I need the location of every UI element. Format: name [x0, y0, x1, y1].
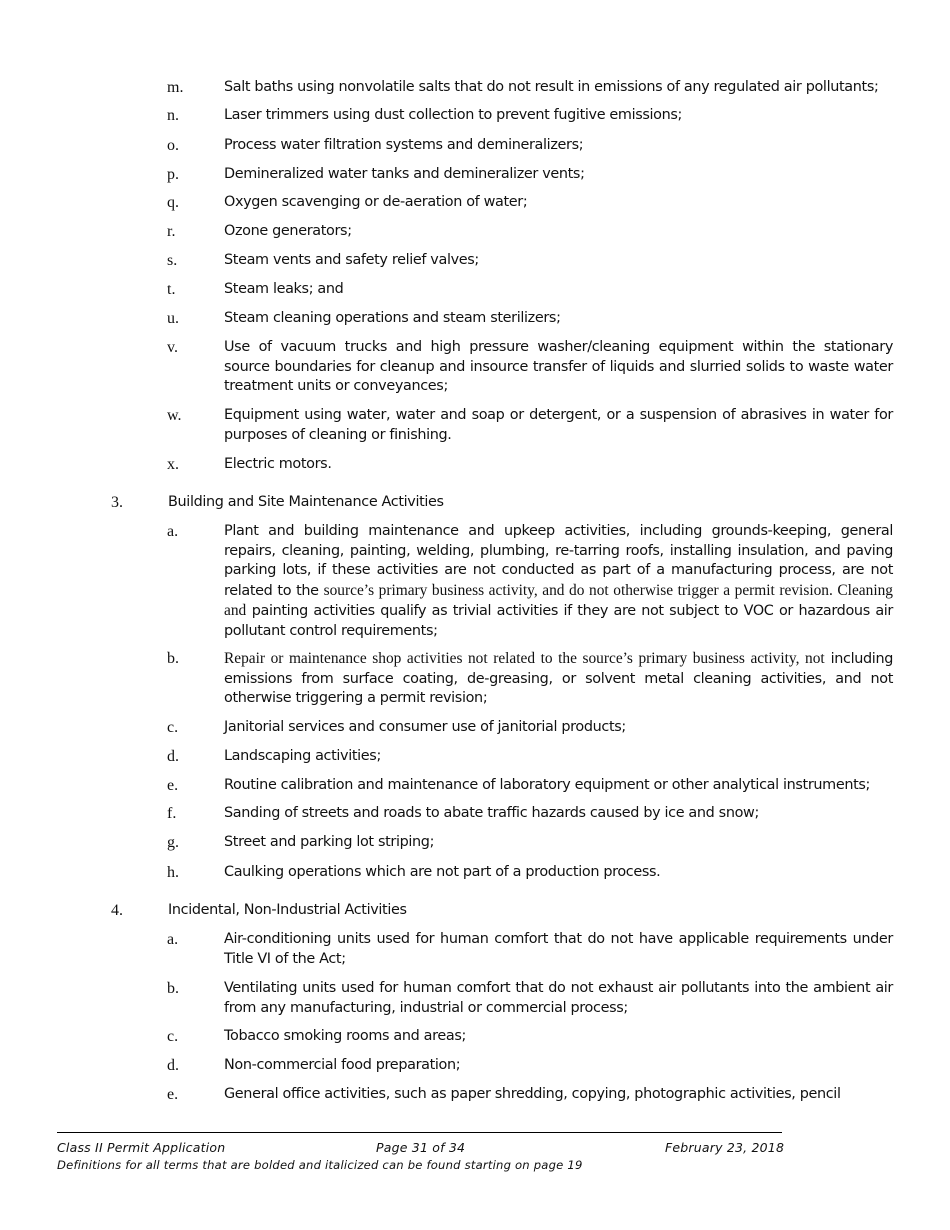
- item-label: o.: [167, 137, 179, 154]
- item-text: Process water filtration systems and demineralizers;: [224, 137, 584, 153]
- section-number: 4.: [111, 902, 123, 919]
- item-label: q.: [167, 194, 179, 211]
- item-text: [224, 649, 893, 709]
- section-title: Incidental, Non-Industrial Activities: [168, 902, 407, 918]
- section-title: Building and Site Maintenance Activities: [168, 494, 444, 510]
- item-label: c.: [167, 719, 179, 736]
- item-text-part: including emissions from surface coating, de-greasing, or solvent metal cleaning activities, and not otherwise triggering a permit revision;: [224, 651, 893, 706]
- item-label: h.: [167, 864, 179, 881]
- item-label: d.: [167, 1057, 179, 1074]
- item-text: Salt baths using nonvolatile salts that do not result in emissions of any regulated air pollutants;: [224, 79, 879, 95]
- item-label: g.: [167, 834, 179, 851]
- section-number: 3.: [111, 494, 123, 511]
- item-text: Electric motors.: [224, 456, 332, 472]
- item-text: Ozone generators;: [224, 223, 352, 239]
- item-text: Ventilating units used for human comfort that do not exhaust air pollutants into the ambient air from any manufacturing, industrial or commercial process;: [224, 980, 893, 1016]
- item-text: Janitorial services and consumer use of janitorial products;: [224, 719, 626, 735]
- item-text-part: Plant and building maintenance and upkeep activities, including grounds-keeping, general repairs, cleaning, painting, welding, plumbing, re-tarring roofs, installing insulation, and paving parking lots, if these activities are not conducted as part of a manufacturing process, are not related to the: [224, 523, 893, 599]
- item-label: w.: [167, 407, 182, 424]
- item-text-part: painting activities qualify as trivial activities if they are not subject to VOC or hazardous air pollutant control requirements;: [224, 603, 893, 639]
- item-text: Equipment using water, water and soap or detergent, or a suspension of abrasives in water for purposes of cleaning or finishing.: [224, 407, 893, 443]
- item-text: Oxygen scavenging or de-aeration of water;: [224, 194, 528, 210]
- item-text: [224, 522, 893, 641]
- item-text: Air-conditioning units used for human comfort that do not have applicable requirements under Title VI of the Act;: [224, 931, 893, 967]
- item-text: Sanding of streets and roads to abate traffic hazards caused by ice and snow;: [224, 805, 759, 821]
- item-label: v.: [167, 339, 178, 356]
- item-label: b.: [167, 980, 179, 997]
- item-text-part: source’s primary business activity, and do not otherwise trigger a permit revision. Cleaning and: [224, 581, 893, 619]
- item-label: e.: [167, 1086, 179, 1103]
- item-label: e.: [167, 777, 179, 794]
- item-text: Landscaping activities;: [224, 748, 381, 764]
- item-label: x.: [167, 456, 179, 473]
- item-text: Routine calibration and maintenance of laboratory equipment or other analytical instruments;: [224, 777, 871, 793]
- item-label: n.: [167, 107, 179, 124]
- item-label: f.: [167, 805, 177, 822]
- item-label: a.: [167, 931, 179, 948]
- item-label: d.: [167, 748, 179, 765]
- item-label: s.: [167, 252, 178, 269]
- item-text: Laser trimmers using dust collection to prevent fugitive emissions;: [224, 107, 683, 123]
- item-label: m.: [167, 79, 184, 96]
- item-text: General office activities, such as paper shredding, copying, photographic activities, pencil: [224, 1086, 841, 1102]
- item-text-part: Repair or maintenance shop activities not related to the source’s primary business activity, not: [224, 650, 825, 667]
- item-label: u.: [167, 310, 179, 327]
- item-text: Caulking operations which are not part of a production process.: [224, 864, 661, 880]
- item-text: Street and parking lot striping;: [224, 834, 435, 850]
- footer-divider: [57, 1132, 782, 1133]
- item-text: Non-commercial food preparation;: [224, 1057, 461, 1073]
- item-label: r.: [167, 223, 176, 240]
- item-text: Steam leaks; and: [224, 281, 344, 297]
- item-text: Use of vacuum trucks and high pressure washer/cleaning equipment within the stationary source boundaries for cleanup and insource transfer of liquids and slurried solids to waste water treatment units or conveyances;: [224, 339, 893, 394]
- footer-title: Class II Permit Application: [57, 1140, 226, 1155]
- footer-date: February 23, 2018: [665, 1140, 785, 1155]
- item-label: t.: [167, 281, 176, 298]
- item-text: Steam cleaning operations and steam sterilizers;: [224, 310, 561, 326]
- item-text: Tobacco smoking rooms and areas;: [224, 1028, 466, 1044]
- item-label: c.: [167, 1028, 179, 1045]
- item-text: Demineralized water tanks and demineralizer vents;: [224, 166, 585, 182]
- item-label: p.: [167, 166, 179, 183]
- item-text: Steam vents and safety relief valves;: [224, 252, 479, 268]
- footer-page-number: Page 31 of 34: [376, 1140, 466, 1155]
- footer-note: Definitions for all terms that are bolded and italicized can be found starting on page 19: [57, 1158, 583, 1172]
- item-label: b.: [167, 650, 179, 667]
- item-label: a.: [167, 523, 179, 540]
